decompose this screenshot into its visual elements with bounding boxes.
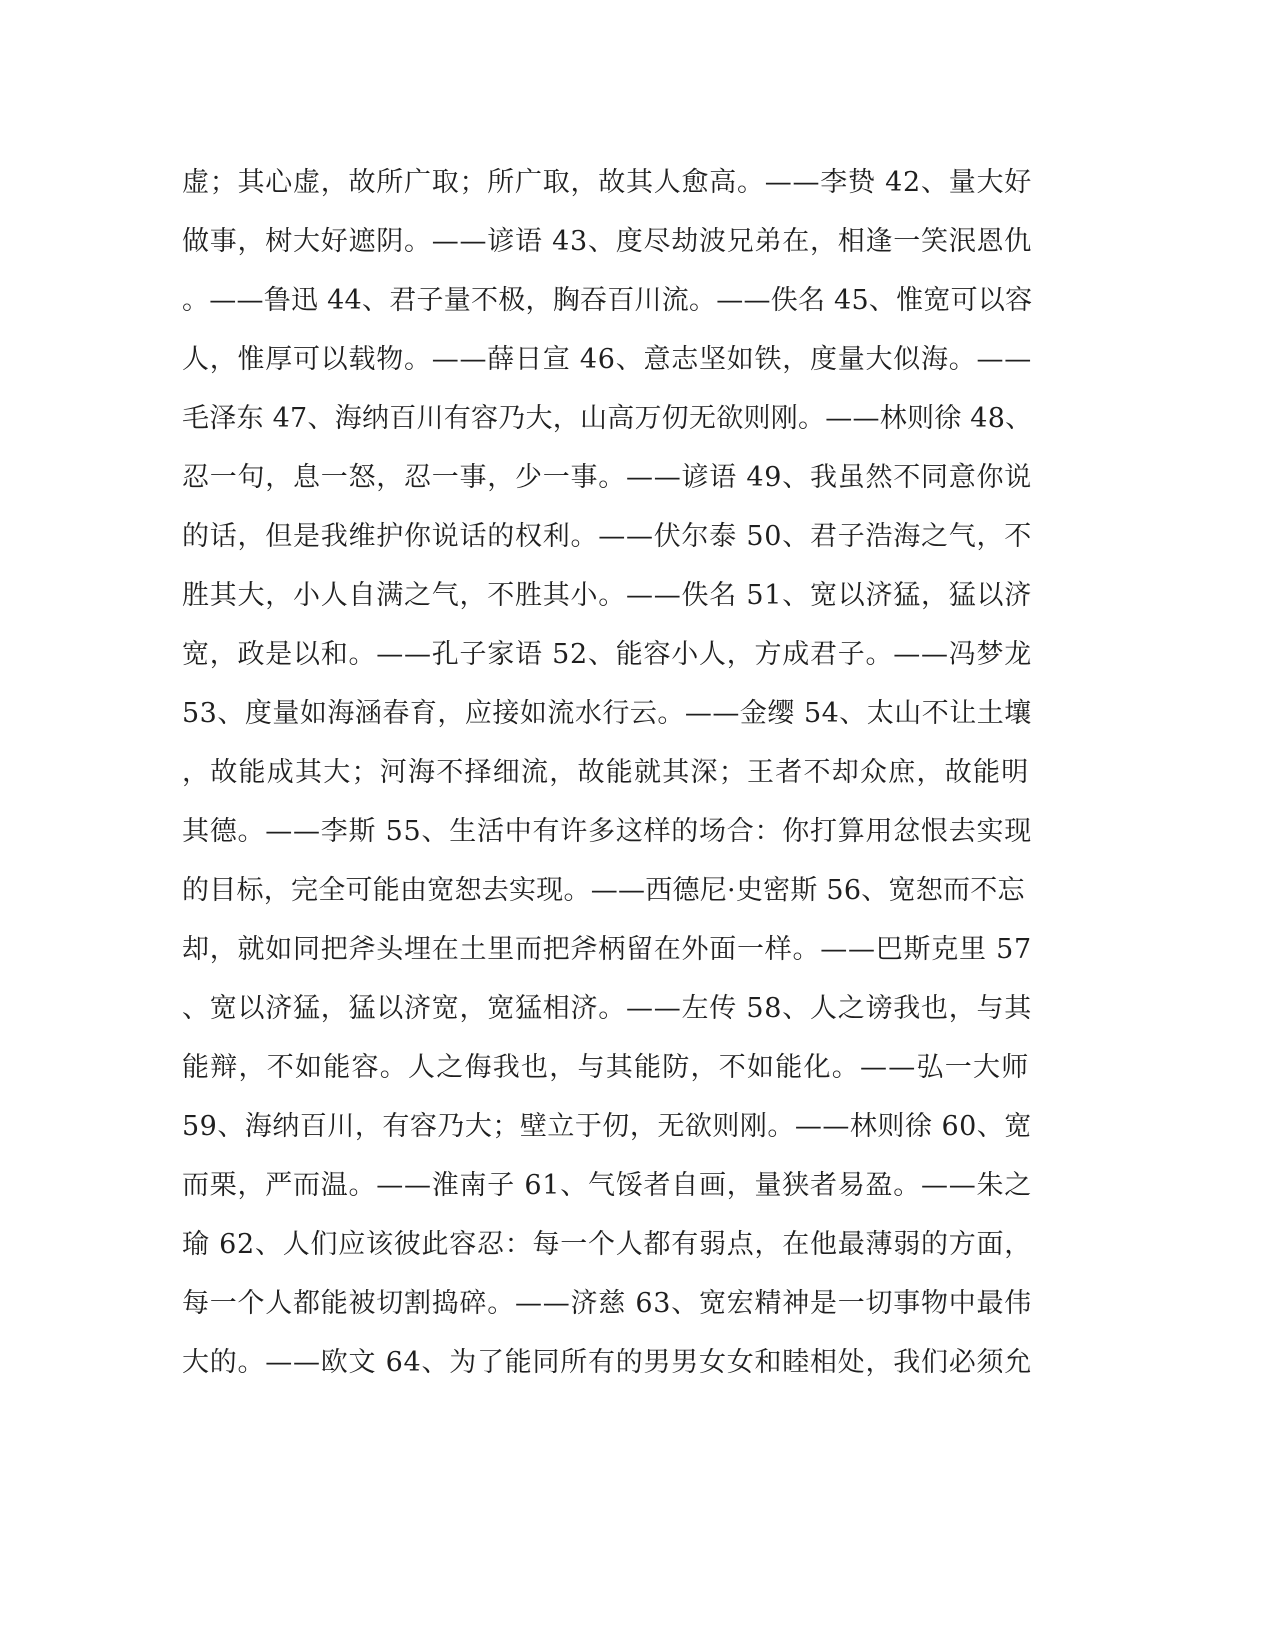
- text-line: 瑜 62、人们应该彼此容忍：每一个人都有弱点，在他最薄弱的方面，: [182, 1229, 1032, 1260]
- body-text: [182, 153, 1032, 1392]
- text-line: 却，就如同把斧头埋在土里而把斧柄留在外面一样。——巴斯克里 57: [182, 934, 1032, 965]
- text-line: 大的。——欧文 64、为了能同所有的男男女女和睦相处，我们必须允: [182, 1347, 1032, 1378]
- text-line: 的话，但是我维护你说话的权利。——伏尔泰 50、君子浩海之气，不: [182, 521, 1032, 552]
- text-line: ，故能成其大；河海不择细流，故能就其深；王者不却众庶，故能明: [182, 757, 1030, 788]
- text-line: 做事，树大好遮阴。——谚语 43、度尽劫波兄弟在，相逢一笑泯恩仇: [182, 226, 1032, 257]
- text-line: 能辩，不如能容。人之侮我也，与其能防，不如能化。——弘一大师: [182, 1052, 1030, 1083]
- text-line: 而栗，严而温。——淮南子 61、气馁者自画，量狭者易盈。——朱之: [182, 1170, 1032, 1201]
- text-line: 每一个人都能被切割捣碎。——济慈 63、宽宏精神是一切事物中最伟: [182, 1288, 1032, 1319]
- text-line: 人，惟厚可以载物。——薛日宣 46、意志坚如铁，度量大似海。——: [182, 344, 1032, 375]
- text-line: 忍一句，息一怒，忍一事，少一事。——谚语 49、我虽然不同意你说: [182, 462, 1032, 493]
- text-line: 。——鲁迅 44、君子量不极，胸吞百川流。——佚名 45、惟宽可以容: [182, 285, 1033, 316]
- text-line: 虚；其心虚，故所广取；所广取，故其人愈高。——李贽 42、量大好: [182, 167, 1032, 198]
- text-line: 59、海纳百川，有容乃大；壁立于仞，无欲则刚。——林则徐 60、宽: [182, 1111, 1032, 1142]
- text-line: 的目标，完全可能由宽恕去实现。——西德尼·史密斯 56、宽恕而不忘: [182, 875, 1025, 906]
- text-line: 其德。——李斯 55、生活中有许多这样的场合：你打算用忿恨去实现: [182, 816, 1032, 847]
- text-line: 、宽以济猛，猛以济宽，宽猛相济。——左传 58、人之谤我也，与其: [182, 993, 1032, 1024]
- text-line: 胜其大，小人自满之气，不胜其小。——佚名 51、宽以济猛，猛以济: [182, 580, 1032, 611]
- text-line: 宽，政是以和。——孔子家语 52、能容小人，方成君子。——冯梦龙: [182, 639, 1032, 670]
- text-line: 53、度量如海涵春育，应接如流水行云。——金缨 54、太山不让土壤: [182, 698, 1032, 729]
- text-line: 毛泽东 47、海纳百川有容乃大，山高万仞无欲则刚。——林则徐 48、: [182, 403, 1033, 434]
